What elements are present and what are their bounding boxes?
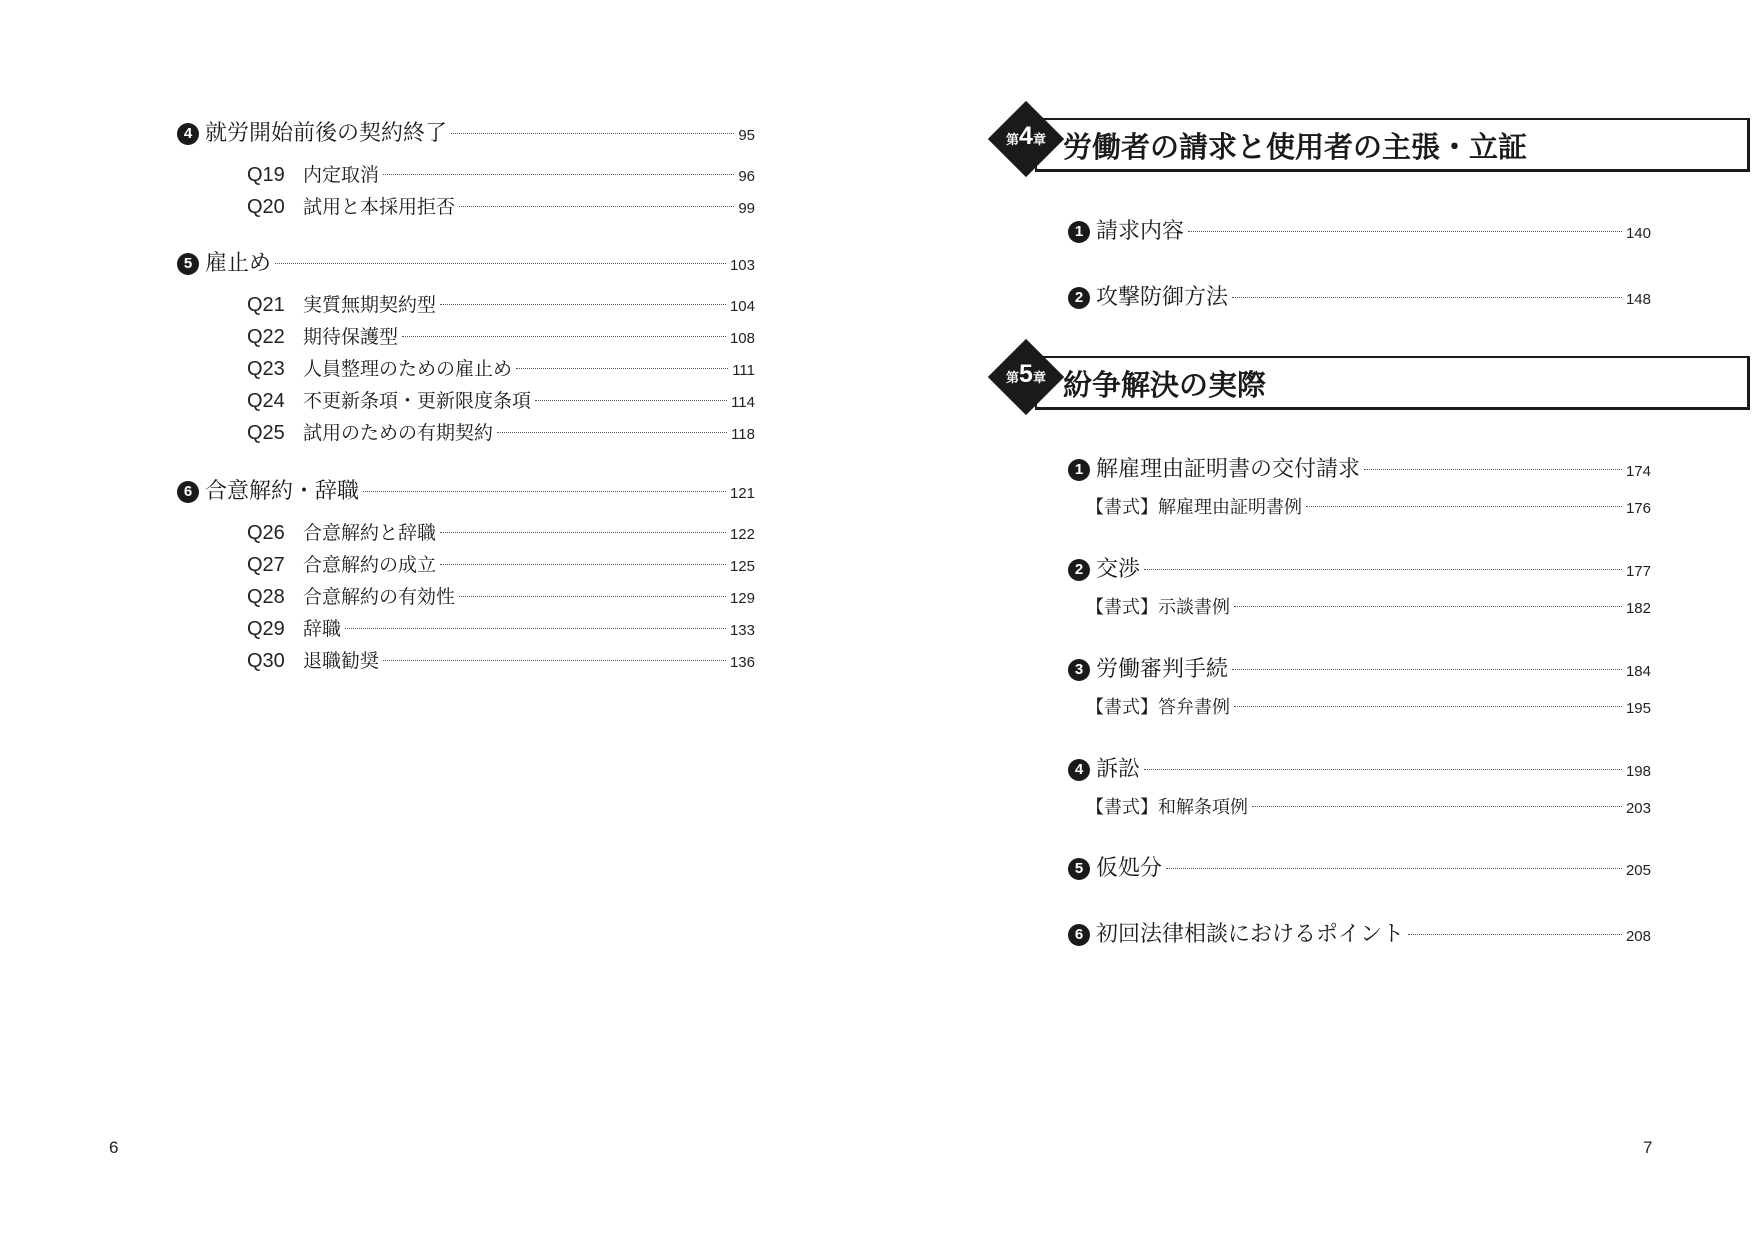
leader-dots	[1144, 569, 1622, 570]
leader-dots	[497, 432, 727, 433]
leader-dots	[402, 336, 726, 337]
leader-dots	[1188, 231, 1622, 232]
form-title: 【書式】和解条項例	[1086, 797, 1248, 818]
leader-dots	[275, 263, 726, 264]
section-number-badge: 4	[177, 123, 199, 145]
toc-question-item[interactable]	[247, 550, 755, 577]
question-title: 不更新条項・更新限度条項	[303, 390, 532, 412]
page-number: 182	[1625, 600, 1651, 617]
leader-dots	[1234, 706, 1622, 707]
chapter-number: 第5章	[1006, 360, 1046, 388]
chapter-heading[interactable]	[995, 105, 1750, 191]
question-number: Q29	[247, 618, 285, 640]
leader-dots	[516, 368, 728, 369]
page-folio: 6	[109, 1138, 119, 1157]
toc-question-item[interactable]	[247, 418, 755, 445]
leader-dots	[1408, 934, 1622, 935]
section-number-badge: 5	[1068, 858, 1090, 880]
toc-question-item[interactable]	[247, 646, 755, 673]
toc-question-item[interactable]	[247, 518, 755, 545]
toc-section[interactable]	[1068, 752, 1651, 783]
section-number-badge: 3	[1068, 659, 1090, 681]
chapter-number: 第4章	[1006, 122, 1046, 150]
page-number: 176	[1625, 500, 1651, 517]
leader-dots	[440, 564, 726, 565]
question-number: Q25	[247, 422, 285, 444]
toc-section[interactable]	[1068, 214, 1651, 245]
section-number-badge: 4	[1068, 759, 1090, 781]
toc-section[interactable]	[1068, 452, 1651, 483]
page-number: 174	[1625, 463, 1651, 480]
leader-dots	[1144, 769, 1622, 770]
section-title: 解雇理由証明書の交付請求	[1096, 457, 1361, 482]
question-title: 合意解約の成立	[303, 554, 437, 576]
chapter-title: 労働者の請求と使用者の主張・立証	[1063, 130, 1528, 164]
section-title: 就労開始前後の契約終了	[205, 121, 448, 146]
toc-form-item[interactable]	[1086, 693, 1651, 719]
leader-dots	[1306, 506, 1622, 507]
toc-question-item[interactable]	[247, 386, 755, 413]
form-title: 【書式】答弁書例	[1086, 697, 1230, 718]
toc-section[interactable]	[1068, 280, 1651, 311]
question-number: Q26	[247, 522, 285, 544]
toc-question-item[interactable]	[247, 322, 755, 349]
question-title: 合意解約の有効性	[303, 586, 456, 608]
section-number-badge: 5	[177, 253, 199, 275]
page-number: 203	[1625, 800, 1651, 817]
leader-dots	[459, 596, 726, 597]
right-page	[877, 0, 1755, 1240]
section-title: 雇止め	[205, 251, 272, 276]
section-title: 初回法律相談におけるポイント	[1096, 922, 1405, 947]
leader-dots	[1166, 868, 1622, 869]
question-title: 試用と本採用拒否	[303, 196, 456, 218]
toc-form-item[interactable]	[1086, 493, 1651, 519]
question-number: Q24	[247, 390, 285, 412]
toc-section[interactable]	[177, 246, 755, 277]
page-number: 148	[1625, 291, 1651, 308]
section-number-badge: 6	[177, 481, 199, 503]
section-number-badge: 2	[1068, 287, 1090, 309]
toc-question-item[interactable]	[247, 290, 755, 317]
page-number: 129	[729, 590, 755, 607]
question-number: Q22	[247, 326, 285, 348]
question-number: Q30	[247, 650, 285, 672]
page-number: 198	[1625, 763, 1651, 780]
question-number: Q28	[247, 586, 285, 608]
leader-dots	[1252, 806, 1622, 807]
form-title: 【書式】示談書例	[1086, 597, 1230, 618]
page-number: 114	[731, 394, 755, 411]
toc-section[interactable]	[1068, 851, 1651, 882]
leader-dots	[440, 304, 726, 305]
page-number: 99	[738, 200, 755, 217]
page-number: 111	[732, 362, 755, 379]
toc-section[interactable]	[1068, 917, 1651, 948]
leader-dots	[383, 174, 734, 175]
toc-section[interactable]	[1068, 552, 1651, 583]
chapter-title: 紛争解決の実際	[1063, 368, 1267, 402]
question-title: 期待保護型	[303, 326, 399, 348]
question-title: 辞職	[303, 618, 342, 640]
section-number-badge: 6	[1068, 924, 1090, 946]
question-number: Q23	[247, 358, 285, 380]
question-title: 実質無期契約型	[303, 294, 437, 316]
leader-dots	[440, 532, 726, 533]
toc-question-item[interactable]	[247, 614, 755, 641]
page-number: 195	[1625, 700, 1651, 717]
question-number: Q20	[247, 196, 285, 218]
section-title: 合意解約・辞職	[205, 479, 360, 504]
section-title: 請求内容	[1096, 219, 1185, 244]
toc-question-item[interactable]	[247, 354, 755, 381]
toc-section[interactable]	[1068, 652, 1651, 683]
question-title: 退職勧奨	[303, 650, 380, 672]
toc-question-item[interactable]	[247, 582, 755, 609]
page-number: 118	[731, 426, 755, 443]
leader-dots	[345, 628, 726, 629]
section-title: 攻撃防御方法	[1096, 285, 1229, 310]
question-title: 合意解約と辞職	[303, 522, 437, 544]
page-folio: 7	[1643, 1138, 1653, 1157]
leader-dots	[1234, 606, 1622, 607]
section-number-badge: 1	[1068, 459, 1090, 481]
section-number-badge: 1	[1068, 221, 1090, 243]
leader-dots	[459, 206, 734, 207]
leader-dots	[451, 133, 734, 134]
chapter-heading[interactable]	[995, 343, 1750, 429]
leader-dots	[1364, 469, 1622, 470]
question-title: 試用のための有期契約	[303, 422, 494, 444]
question-number: Q21	[247, 294, 285, 316]
toc-section[interactable]	[177, 474, 755, 505]
toc-form-item[interactable]	[1086, 793, 1651, 819]
question-title: 人員整理のための雇止め	[303, 358, 513, 380]
page-number: 177	[1625, 563, 1651, 580]
page-number: 125	[729, 558, 755, 575]
section-title: 交渉	[1096, 557, 1141, 582]
section-title: 労働審判手続	[1096, 657, 1229, 682]
page-number: 122	[729, 526, 755, 543]
page-number: 121	[729, 485, 755, 502]
form-title: 【書式】解雇理由証明書例	[1086, 497, 1302, 518]
question-number: Q27	[247, 554, 285, 576]
leader-dots	[535, 400, 727, 401]
page-number: 108	[729, 330, 755, 347]
leader-dots	[1232, 297, 1622, 298]
leader-dots	[1232, 669, 1622, 670]
page-number: 136	[729, 654, 755, 671]
page-number: 140	[1625, 225, 1651, 242]
toc-form-item[interactable]	[1086, 593, 1651, 619]
section-title: 訴訟	[1096, 757, 1141, 782]
page-number: 208	[1625, 928, 1651, 945]
section-number-badge: 2	[1068, 559, 1090, 581]
page-number: 103	[729, 257, 755, 274]
page-number: 104	[729, 298, 755, 315]
question-number: Q19	[247, 164, 285, 186]
left-page	[0, 0, 877, 1240]
page-number: 184	[1625, 663, 1651, 680]
leader-dots	[383, 660, 726, 661]
leader-dots	[363, 491, 726, 492]
page-number: 95	[738, 127, 755, 144]
toc-section[interactable]	[177, 116, 755, 147]
section-title: 仮処分	[1096, 856, 1163, 881]
page-number: 96	[738, 168, 755, 185]
question-title: 内定取消	[303, 164, 380, 186]
toc-question-item[interactable]	[247, 160, 755, 187]
page-number: 205	[1625, 862, 1651, 879]
page-number: 133	[729, 622, 755, 639]
toc-question-item[interactable]	[247, 192, 755, 219]
